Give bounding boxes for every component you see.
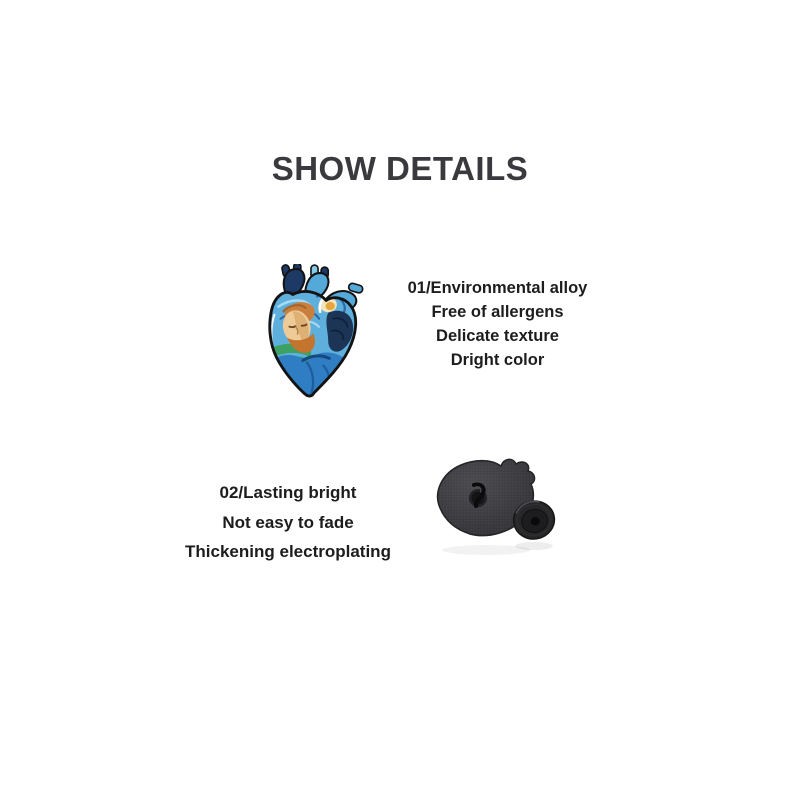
feature-line: Thickening electroplating (185, 542, 391, 561)
heart-pin-front-image (260, 264, 366, 402)
pin-back-icon (428, 454, 564, 560)
heart-pin-back-image (428, 454, 564, 560)
feature-line: 02/Lasting bright (219, 483, 357, 502)
van-gogh-heart-pin-icon (260, 264, 366, 402)
feature-section-02 (168, 478, 408, 567)
page-title: SHOW DETAILS (271, 150, 529, 187)
feature-line: Delicate texture (436, 327, 559, 345)
feature-line: 01/Environmental alloy (407, 279, 588, 297)
feature-line: Dright color (450, 351, 545, 369)
feature-line: Free of allergens (431, 303, 564, 321)
feature-line: Not easy to fade (222, 512, 354, 532)
feature-section-01 (395, 276, 600, 372)
